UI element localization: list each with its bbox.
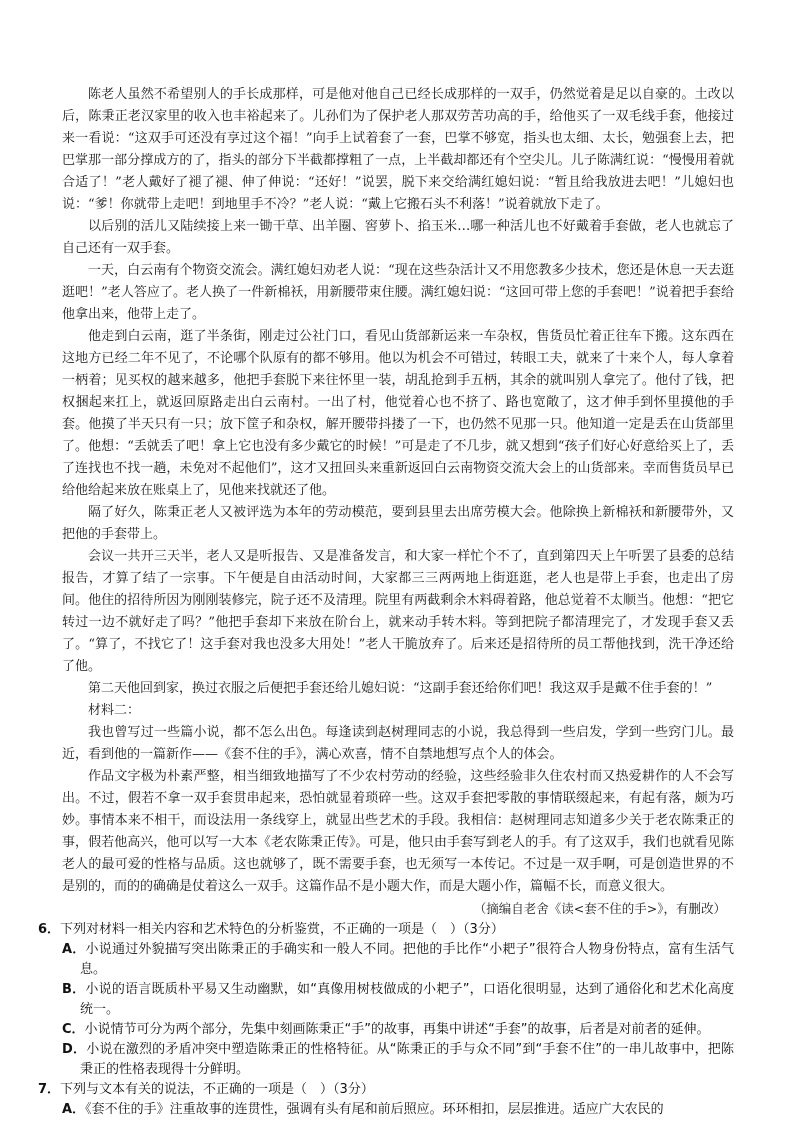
question-7: [38, 1080, 734, 1120]
story-paragraph: 一天，白云南有个物资交流会。满红媳妇劝老人说：“现在这些杂活计又不用您教多少技术，您还是休息一天去逛逛吧！”老人答应了。老人换了一件新棉袄，用新腰带束住腰。满红媳妇说：“这回可带上您的手套吧！”说着把手套给他拿出来，他带上走了。: [62, 263, 734, 322]
page-content: [38, 84, 734, 1120]
material-paragraph: 作品文字极为朴素严整，相当细致地描写了不少农村劳动的经验，这些经验非久住农村而又热爱耕作的人不会写出。不过，假若不拿一双手套贯串起来，恐怕就显着琐碎一些。这双手套把零散的事情联缀起来，有起有落，颇为巧妙。事情本来不相干，而设法用一条线穿上，就显出些艺术的手段。我相信：赵树理同志知道多少关于老农陈秉正的事，假若他高兴，他可以写一大本《老农陈秉正传》。可是，他只由手套写到老人的手。有了这双手，我们也就看见陈老人的最可爱的性格与品质。这也就够了，既不需要手套，也无须写一本传记。不过是一双手啊，可是创造世界的不是别的，而的的确确是仗着这么一双手。这篇作品不是小题大作，而是大题小作，篇幅不长，而意义很大。: [62, 769, 734, 894]
story-paragraph: 第二天他回到家，换过衣服之后便把手套还给儿媳妇说：“这副手套还给你们吧！我这双手是戴不住手套的！”: [88, 681, 713, 696]
question-6: [38, 920, 734, 1080]
option-b: [62, 980, 734, 1020]
option-text: 小说通过外貌描写突出陈秉正的手确实和一般人不同。把他的手比作“小耙子”很符合人物身份特点，富有生活气息。: [80, 942, 734, 977]
option-label: A．: [62, 942, 86, 957]
option-label: D．: [62, 1042, 87, 1057]
option-text: 小说的语言既质朴平易又生动幽默，如“真像用树枝做成的小耙子”，口语化很明显，达到了通俗化和艺术化高度统一。: [80, 982, 734, 1017]
question-text: 下列与文本有关的说法，不正确的一项是（ ）（3分）: [60, 1082, 374, 1097]
question-title: [38, 920, 734, 940]
question-text: 下列对材料一相关内容和艺术特色的分析鉴赏，不正确的一项是（ ）（3分）: [60, 922, 504, 937]
question-number: 7．: [38, 1082, 61, 1097]
option-a: [62, 1100, 734, 1120]
option-label: A．: [62, 1102, 86, 1117]
source-citation: （摘编自老舍《读<套不住的手>》，有删改）: [473, 901, 726, 916]
option-label: C．: [62, 1022, 85, 1037]
question-title: [38, 1080, 734, 1100]
question-number: 6．: [38, 922, 61, 937]
material-paragraph: 我也曾写过一些篇小说，都不怎么出色。每逢读到赵树理同志的小说，我总得到一些启发，学到一些窍门儿。最近，看到他的一篇新作——《套不住的手》，满心欢喜，情不自禁地想写点个人的体会。: [62, 725, 734, 762]
option-c: [62, 1020, 734, 1040]
option-text: 小说在激烈的矛盾冲突中塑造陈秉正的性格特征。从“陈秉正的手与众不同”到“手套不住”的一串儿故事中，把陈秉正的性格表现得十分鲜明。: [80, 1042, 734, 1077]
story-paragraph: 陈老人虽然不希望别人的手长成那样，可是他对他自己已经长成那样的一双手，仍然觉着是足以自豪的。土改以后，陈秉正老汉家里的收入也丰裕起来了。儿孙们为了保护老人那双劳苦功高的手，给他买了一双毛线手套，他接过来一看说：“这双手可还没有享过这个福！”向手上试着套了一套，巴掌不够宽，指头也太细、太长，勉强套上去，把巴掌那一部分撑成方的了，指头的部分下半截都撑粗了一点，上半截却都还有个空尖儿。儿子陈满红说：“慢慢用着就合适了！”老人戴好了褪了褪、伸了伸说：“还好！”说罢，脱下来交给满红媳妇说：“暂且给我放进去吧！”儿媳妇也说：“爹！你就带上走吧！到地里手不冷？”老人说：“戴上它搬石头不利落！”说着就放下走了。: [62, 87, 734, 212]
option-label: B．: [62, 982, 86, 997]
story-paragraph: 他走到白云南，逛了半条街，刚走过公社门口，看见山货部新运来一车杂权，售货员忙着正往车下搬。这东西在这地方已经二年不见了，不论哪个队原有的都不够用。他以为机会不可错过，转眼工夫，就来了十来个人，每人拿着一柄着；见买权的越来越多，他把手套脱下来往怀里一装，胡乱抢到手五柄，其余的就叫别人拿完了。他付了钱，把权捆起来扛上，就返回原路走出白云南村。一出了村，他觉着心也不挤了、路也宽敞了，这才伸手到怀里摸他的手套。他摸了半天只有一只；放下筐子和杂权，解开腰带抖搂了一下，也仍然不见那一只。他知道一定是丢在山货部里了。他想：“丢就丢了吧！拿上它也没有多少戴它的时候！”可是走了不几步，就又想到“孩子们好心好意给买上了，丢了连找也不找一趟，未免对不起他们”，这才又扭回头来重新返回白云南物资交流大会上的山货部来。幸而售货员早已给他给起来放在账桌上了，见他来找就还了他。: [62, 329, 734, 498]
option-a: [62, 940, 734, 980]
option-text: 小说情节可分为两个部分，先集中刻画陈秉正“手”的故事，再集中讲述“手套”的故事，后者是对前者的延伸。: [84, 1022, 710, 1037]
story-paragraph: 会议一共开三天半，老人又是听报告、又是准备发言，和大家一样忙个不了，直到第四天上午听罢了县委的总结报告，才算了结了一宗事。下午便是自由活动时间，大家都三三两两地上街逛逛，老人也是带上手套，也走出了房间。他住的招待所因为刚刚装修完，院子还不及清理。院里有两截剩余木料碍着路，他总觉着不太顺当。他想：“把它转过一边不就好走了吗？”他把手套却下来放在阶台上，就来动手转木料。等到把院子都清理完了，才发现手套又丢了。“算了，不找它了！这手套对我也没多大用处！”老人干脆放弃了。后来还是招待所的员工帮他找到，洗干净还给了他。: [62, 549, 734, 674]
option-text: 《套不住的手》注重故事的连贯性，强调有头有尾和前后照应。环环相扣，层层推进。适应广大农民的: [85, 1102, 664, 1117]
material-heading: 材料二：: [88, 703, 141, 718]
story-paragraph: 以后别的活儿又陆续接上来一锄干草、出羊圈、窖萝卜、掐玉米…哪一种活儿也不好戴着手套做，老人也就忘了自己还有一双手套。: [62, 219, 734, 256]
option-d: [62, 1040, 734, 1080]
story-paragraph: 隔了好久，陈秉正老人又被评选为本年的劳动模范，要到县里去出席劳模大会。他除换上新棉袄和新腰带外，又把他的手套带上。: [62, 505, 734, 542]
